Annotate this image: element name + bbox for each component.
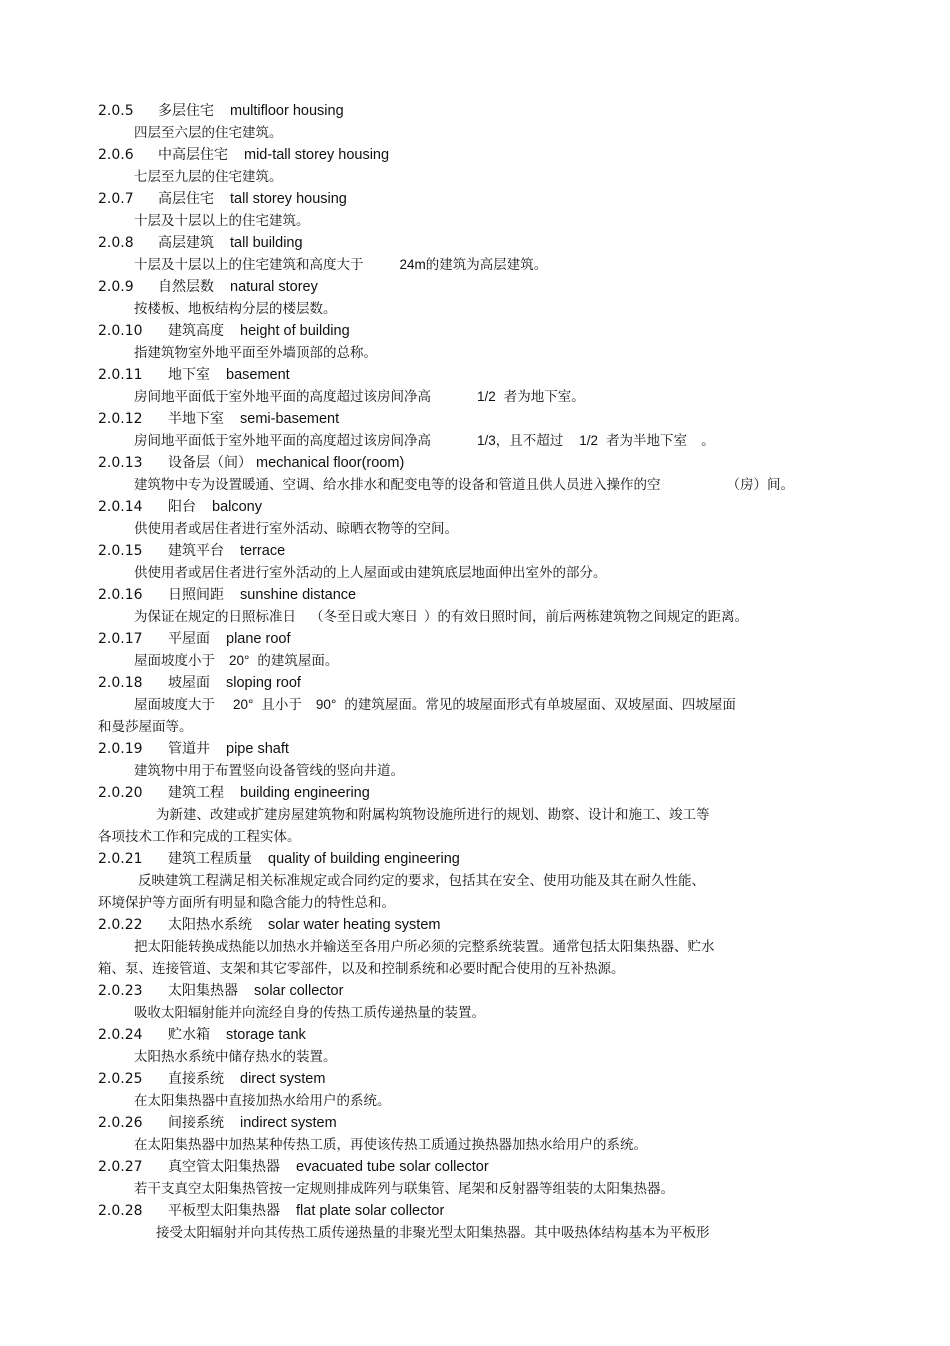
entry-term xyxy=(98,1112,878,1134)
entry-definition xyxy=(98,870,878,914)
entry-definition xyxy=(98,254,878,276)
definition-text: （房）间。 xyxy=(726,477,794,493)
entry-english-term: tall building xyxy=(230,235,303,251)
entry-number: 2.0.20 xyxy=(98,785,143,801)
entry-term xyxy=(98,628,878,650)
entry-term xyxy=(98,672,878,694)
entry-chinese-term: 建筑高度 xyxy=(168,323,224,339)
entry-english-term: natural storey xyxy=(230,279,318,295)
entry-number: 2.0.21 xyxy=(98,851,143,867)
entry-english-term: terrace xyxy=(240,543,286,559)
entry-definition xyxy=(98,694,878,738)
entry-english-term: plane roof xyxy=(226,631,291,647)
entry-chinese-term: 日照间距 xyxy=(168,587,224,603)
entry-term xyxy=(98,452,878,474)
entry-chinese-term: 设备层（间） xyxy=(168,455,252,471)
entry-english-term: height of building xyxy=(240,323,350,339)
definition-line: 各项技术工作和完成的工程实体。 xyxy=(98,829,301,845)
entry-term xyxy=(98,276,878,298)
definition-line: 供使用者或居住者进行室外活动的上人屋面或由建筑底层地面伸出室外的部分。 xyxy=(134,565,607,581)
entry-chinese-term: 自然层数 xyxy=(158,279,214,295)
definition-line xyxy=(98,386,878,408)
entry-term xyxy=(98,980,878,1002)
entry-number: 2.0.10 xyxy=(98,323,143,339)
definition-line: 把太阳能转换成热能以加热水并输送至各用户所必须的完整系统装置。通常包括太阳集热器、贮水 xyxy=(134,939,715,955)
glossary-entry xyxy=(98,628,878,672)
entry-english-term: pipe shaft xyxy=(226,741,289,757)
entry-chinese-term: 平板型太阳集热器 xyxy=(168,1203,280,1219)
definition-text: （冬至日或大寒日 xyxy=(310,609,418,625)
entry-number: 2.0.14 xyxy=(98,499,143,515)
entry-number: 2.0.28 xyxy=(98,1203,143,1219)
glossary-entry xyxy=(98,1156,878,1200)
glossary-entry xyxy=(98,408,878,452)
entry-term xyxy=(98,364,878,386)
glossary-entry xyxy=(98,980,878,1024)
definition-line: 四层至六层的住宅建筑。 xyxy=(134,125,283,141)
definition-text: 20° xyxy=(229,653,250,668)
definition-text: 1/3，且不超过 xyxy=(477,433,564,448)
entry-english-term: storage tank xyxy=(226,1027,306,1043)
glossary-entry xyxy=(98,188,878,232)
entry-definition xyxy=(98,386,878,408)
glossary-entry xyxy=(98,496,878,540)
entry-english-term: tall storey housing xyxy=(230,191,347,207)
entry-definition xyxy=(98,1046,878,1068)
entry-chinese-term: 高层住宅 xyxy=(158,191,214,207)
entry-number: 2.0.23 xyxy=(98,983,143,999)
definition-line: 和曼莎屋面等。 xyxy=(98,719,193,735)
definition-line: 按楼板、地板结构分层的楼层数。 xyxy=(134,301,337,317)
entry-chinese-term: 中高层住宅 xyxy=(158,147,228,163)
entry-number: 2.0.8 xyxy=(98,235,134,251)
entry-chinese-term: 贮水箱 xyxy=(168,1027,210,1043)
definition-line: 若干支真空太阳集热管按一定规则排成阵列与联集管、尾架和反射器等组装的太阳集热器。 xyxy=(134,1181,674,1197)
entry-english-term: indirect system xyxy=(240,1115,337,1131)
glossary-entry xyxy=(98,914,878,980)
entry-number: 2.0.22 xyxy=(98,917,143,933)
entry-english-term: mid-tall storey housing xyxy=(244,147,390,163)
entry-english-term: semi-basement xyxy=(240,411,340,427)
entry-english-term: direct system xyxy=(240,1071,326,1087)
entry-chinese-term: 建筑平台 xyxy=(168,543,224,559)
entry-term xyxy=(98,848,878,870)
entry-chinese-term: 真空管太阳集热器 xyxy=(168,1159,280,1175)
entry-definition xyxy=(98,474,878,496)
definition-text: 且小于 xyxy=(261,697,302,713)
entry-number: 2.0.9 xyxy=(98,279,134,295)
entry-number: 2.0.16 xyxy=(98,587,143,603)
entry-chinese-term: 太阳集热器 xyxy=(168,983,238,999)
entry-definition xyxy=(98,804,878,848)
entry-definition xyxy=(98,1222,878,1244)
glossary-entry xyxy=(98,1112,878,1156)
entry-english-term: basement xyxy=(226,367,290,383)
glossary-entry xyxy=(98,320,878,364)
definition-line: 箱、泵、连接管道、支架和其它零部件，以及和控制系统和必要时配合使用的互补热源。 xyxy=(98,961,625,977)
entry-number: 2.0.24 xyxy=(98,1027,143,1043)
entry-definition xyxy=(98,1134,878,1156)
entry-number: 2.0.17 xyxy=(98,631,143,647)
entry-term xyxy=(98,914,878,936)
entry-number: 2.0.26 xyxy=(98,1115,143,1131)
entry-chinese-term: 建筑工程 xyxy=(168,785,224,801)
definition-line xyxy=(98,606,878,628)
definition-text: 为保证在规定的日照标准日 xyxy=(134,609,296,625)
definition-line: 环境保护等方面所有明显和隐含能力的特性总和。 xyxy=(98,895,395,911)
definition-text: 者为半地下室 xyxy=(606,433,688,449)
definition-line xyxy=(98,650,878,672)
entry-english-term: sunshine distance xyxy=(240,587,357,603)
entry-term xyxy=(98,1156,878,1178)
entry-chinese-term: 直接系统 xyxy=(168,1071,224,1087)
definition-line: 十层及十层以上的住宅建筑。 xyxy=(134,213,310,229)
glossary-entry xyxy=(98,100,878,144)
definition-text: 房间地平面低于室外地平面的高度超过该房间净高 xyxy=(134,389,431,405)
entry-term xyxy=(98,100,878,122)
entry-definition xyxy=(98,166,878,188)
entry-definition xyxy=(98,1002,878,1024)
entry-term xyxy=(98,408,878,430)
definition-text: 屋面坡度大于 xyxy=(134,697,215,713)
definition-line: 接受太阳辐射并向其传热工质传递热量的非聚光型太阳集热器。其中吸热体结构基本为平板形 xyxy=(156,1225,710,1241)
glossary-entry xyxy=(98,364,878,408)
definition-line: 在太阳集热器中直接加热水给用户的系统。 xyxy=(134,1093,391,1109)
definition-text: 1/2 xyxy=(477,389,496,404)
definition-line: 建筑物中用于布置竖向设备管线的竖向井道。 xyxy=(134,763,404,779)
entry-number: 2.0.19 xyxy=(98,741,143,757)
definition-line: 供使用者或居住者进行室外活动、晾晒衣物等的空间。 xyxy=(134,521,458,537)
entry-definition xyxy=(98,430,878,452)
entry-term xyxy=(98,144,878,166)
entry-number: 2.0.18 xyxy=(98,675,143,691)
entry-number: 2.0.25 xyxy=(98,1071,143,1087)
glossary-entry xyxy=(98,452,878,496)
entry-chinese-term: 太阳热水系统 xyxy=(168,917,252,933)
entry-term xyxy=(98,1068,878,1090)
definition-text: 房间地平面低于室外地平面的高度超过该房间净高 xyxy=(134,433,431,449)
entry-definition xyxy=(98,518,878,540)
glossary-entry xyxy=(98,782,878,848)
entry-term xyxy=(98,584,878,606)
entry-definition xyxy=(98,606,878,628)
glossary-entry xyxy=(98,848,878,914)
glossary-entry xyxy=(98,540,878,584)
glossary-entry xyxy=(98,1024,878,1068)
entry-english-term: multifloor housing xyxy=(230,103,344,119)
glossary-entry xyxy=(98,1068,878,1112)
entry-english-term: mechanical floor(room) xyxy=(256,455,405,471)
entry-chinese-term: 阳台 xyxy=(168,499,196,515)
entry-number: 2.0.27 xyxy=(98,1159,143,1175)
entry-english-term: solar water heating system xyxy=(268,917,441,933)
entry-definition xyxy=(98,562,878,584)
entry-english-term: flat plate solar collector xyxy=(296,1203,445,1219)
definition-line: 太阳热水系统中储存热水的装置。 xyxy=(134,1049,337,1065)
glossary-entry xyxy=(98,276,878,320)
definition-text: 。 xyxy=(701,433,715,449)
entry-definition xyxy=(98,122,878,144)
entry-chinese-term: 坡屋面 xyxy=(168,675,210,691)
entry-definition xyxy=(98,1090,878,1112)
entry-definition xyxy=(98,1178,878,1200)
entry-english-term: evacuated tube solar collector xyxy=(296,1159,489,1175)
entry-number: 2.0.13 xyxy=(98,455,143,471)
definition-text: 20° xyxy=(233,697,254,712)
definition-line xyxy=(98,254,878,276)
definition-line xyxy=(98,474,878,496)
entry-chinese-term: 间接系统 xyxy=(168,1115,224,1131)
glossary-entry xyxy=(98,232,878,276)
entry-definition xyxy=(98,210,878,232)
entry-chinese-term: 建筑工程质量 xyxy=(168,851,252,867)
entry-term xyxy=(98,1024,878,1046)
definition-line xyxy=(98,694,878,716)
entry-chinese-term: 管道井 xyxy=(168,741,210,757)
definition-line: 反映建筑工程满足相关标准规定或合同约定的要求，包括其在安全、使用功能及其在耐久性能、 xyxy=(138,873,705,889)
entry-english-term: building engineering xyxy=(240,785,370,801)
definition-text: 1/2 xyxy=(579,433,599,448)
definition-text: 十层及十层以上的住宅建筑和高度大于 xyxy=(134,257,364,273)
glossary-entry xyxy=(98,584,878,628)
entry-chinese-term: 高层建筑 xyxy=(158,235,214,251)
entry-term xyxy=(98,232,878,254)
glossary-entry xyxy=(98,144,878,188)
definition-line: 七层至九层的住宅建筑。 xyxy=(134,169,283,185)
entry-english-term: balcony xyxy=(212,499,262,515)
entry-chinese-term: 平屋面 xyxy=(168,631,210,647)
entry-term xyxy=(98,782,878,804)
entry-chinese-term: 多层住宅 xyxy=(158,103,214,119)
definition-text: 者为地下室。 xyxy=(503,389,585,405)
entry-number: 2.0.11 xyxy=(98,367,143,383)
definition-text: 90° xyxy=(315,697,337,712)
definition-line: 为新建、改建或扩建房屋建筑物和附属构筑物设施所进行的规划、勘察、设计和施工、竣工等 xyxy=(156,807,710,823)
definition-line: 指建筑物室外地平面至外墙顶部的总称。 xyxy=(134,345,377,361)
definition-line xyxy=(98,430,878,452)
entry-term xyxy=(98,188,878,210)
definition-line: 在太阳集热器中加热某种传热工质，再使该传热工质通过换热器加热水给用户的系统。 xyxy=(134,1137,647,1153)
entry-definition xyxy=(98,342,878,364)
entry-definition xyxy=(98,760,878,782)
entry-chinese-term: 半地下室 xyxy=(168,411,224,427)
entry-term xyxy=(98,496,878,518)
entry-definition xyxy=(98,650,878,672)
glossary-entry xyxy=(98,738,878,782)
entry-term xyxy=(98,320,878,342)
definition-text: 的建筑屋面。 xyxy=(257,653,339,669)
definition-text: 的建筑屋面。常见的坡屋面形式有单坡屋面、双坡屋面、四坡屋面 xyxy=(344,697,736,713)
glossary-entries xyxy=(98,100,878,1244)
entry-number: 2.0.7 xyxy=(98,191,134,207)
entry-number: 2.0.12 xyxy=(98,411,143,427)
glossary-entry xyxy=(98,1200,878,1244)
entry-number: 2.0.6 xyxy=(98,147,134,163)
definition-text: ）的有效日照时间，前后两栋建筑物之间规定的距离。 xyxy=(424,609,748,625)
entry-english-term: sloping roof xyxy=(226,675,301,691)
entry-definition xyxy=(98,936,878,980)
entry-term xyxy=(98,540,878,562)
entry-number: 2.0.5 xyxy=(98,103,134,119)
entry-english-term: solar collector xyxy=(254,983,344,999)
definition-text: 屋面坡度小于 xyxy=(134,653,215,669)
entry-english-term: quality of building engineering xyxy=(268,851,460,867)
definition-text: 24m的建筑为高层建筑。 xyxy=(399,257,548,272)
entry-term xyxy=(98,738,878,760)
glossary-entry xyxy=(98,672,878,738)
entry-chinese-term: 地下室 xyxy=(168,367,210,383)
entry-term xyxy=(98,1200,878,1222)
entry-definition xyxy=(98,298,878,320)
entry-number: 2.0.15 xyxy=(98,543,143,559)
definition-text: 建筑物中专为设置暖通、空调、给水排水和配变电等的设备和管道且供人员进入操作的空 xyxy=(134,477,661,493)
definition-line: 吸收太阳辐射能并向流经自身的传热工质传递热量的装置。 xyxy=(134,1005,485,1021)
